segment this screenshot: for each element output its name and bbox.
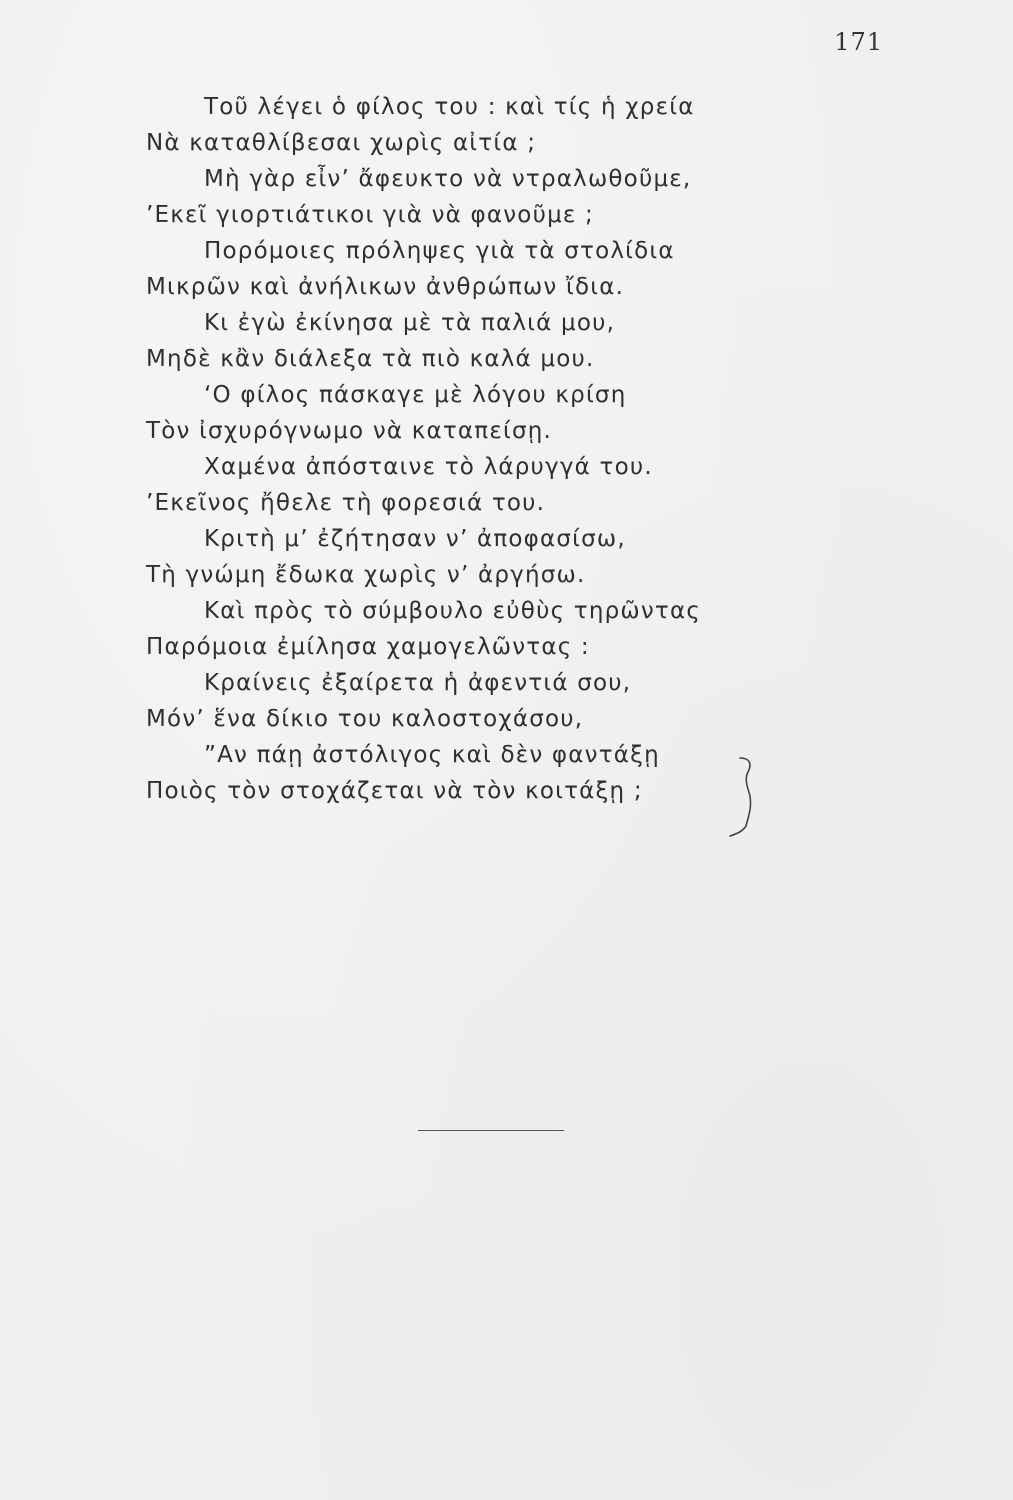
poem-line: ‘Ο φίλος πάσκαγε μὲ λόγου κρίση xyxy=(204,382,627,408)
handwritten-bracket-mark xyxy=(726,752,766,842)
poem-line: Καὶ πρὸς τὸ σύμβουλο εὐθὺς τηρῶντας xyxy=(204,598,702,624)
poem-line: Τοῦ λέγει ὁ φίλος του : καὶ τίς ἡ χρεία xyxy=(204,94,695,120)
poem-line: Μηδὲ κἂν διάλεξα τὰ πιὸ καλά μου. xyxy=(146,346,595,372)
section-divider xyxy=(418,1130,564,1131)
poem-line: Χαμένα ἀπόσταινε τὸ λάρυγγά του. xyxy=(204,454,653,480)
poem-line: Πορόμοιες πρόληψες γιὰ τὰ στολίδια xyxy=(204,238,675,264)
poem-line: Τὸν ἰσχυρόγνωμο νὰ καταπείσῃ. xyxy=(146,418,553,444)
poem-line: ”Αν πάῃ ἀστόλιγος καὶ δὲν φαντάξῃ xyxy=(204,742,660,768)
poem-line: Μὴ γὰρ εἶν’ ἄφευκτο νὰ ντραλωθοῦμε, xyxy=(204,166,692,192)
poem-line: Ποιὸς τὸν στοχάζεται νὰ τὸν κοιτάξῃ ; xyxy=(146,778,643,804)
poem-line: Κριτὴ μ’ ἐζήτησαν ν’ ἀποφασίσω, xyxy=(204,526,626,552)
poem-line: Τὴ γνώμη ἔδωκα χωρὶς ν’ ἀργήσω. xyxy=(146,562,586,588)
poem-line: Μόν’ ἕνα δίκιο του καλοστοχάσου, xyxy=(146,706,584,732)
page-number: 171 xyxy=(834,28,883,56)
poem-line: Παρόμοια ἐμίλησα χαμογελῶντας : xyxy=(146,634,590,660)
poem-line: ’Εκεῖνος ἤθελε τὴ φορεσιά του. xyxy=(146,490,546,516)
poem-line: Κραίνεις ἐξαίρετα ἡ ἀφεντιά σου, xyxy=(204,670,632,696)
poem-line: Μικρῶν καὶ ἀνήλικων ἀνθρώπων ἴδια. xyxy=(146,274,625,300)
poem-line: Νὰ καταθλίβεσαι χωρὶς αἰτία ; xyxy=(146,130,537,156)
poem-line: ’Εκεῖ γιορτιάτικοι γιὰ νὰ φανοῦμε ; xyxy=(146,202,595,228)
poem-line: Κι ἐγὼ ἐκίνησα μὲ τὰ παλιά μου, xyxy=(204,310,616,336)
